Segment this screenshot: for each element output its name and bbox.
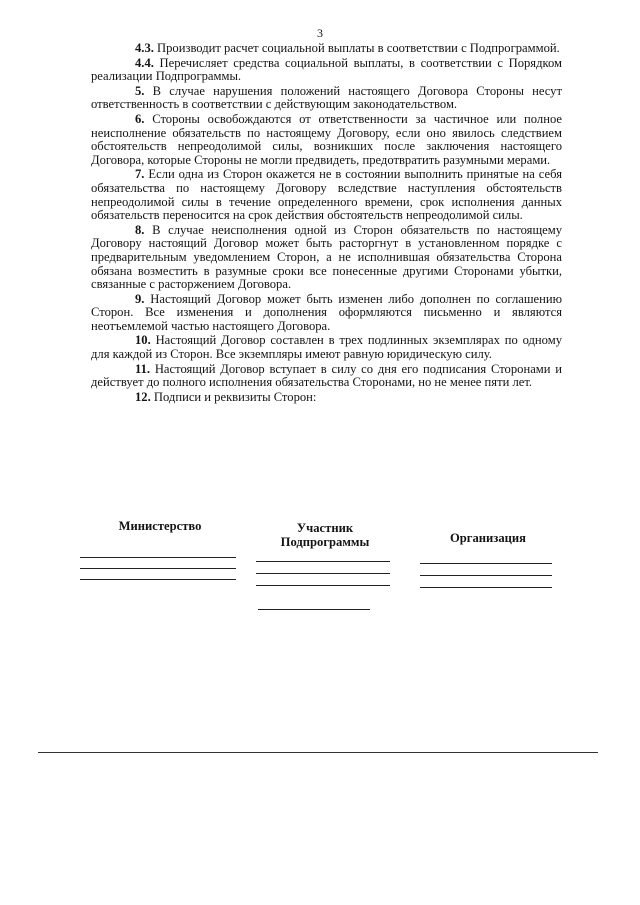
clause-9 (91, 293, 562, 334)
signature-block (0, 519, 640, 639)
clause-11 (91, 363, 562, 390)
clause-number: 12. (135, 389, 151, 404)
clause-5 (91, 85, 562, 112)
signature-line (258, 609, 370, 610)
clause-number: 7. (135, 167, 145, 182)
signature-line (420, 575, 552, 576)
page-bottom-rule (38, 752, 598, 753)
clause-text: Подписи и реквизиты Сторон: (150, 389, 317, 404)
party-participant-line2: Подпрограммы (280, 535, 370, 549)
clause-12 (91, 391, 562, 405)
clause-number: 6. (135, 111, 145, 126)
clause-text: Настоящий Договор составлен в трех подлинных экземплярах по одному для каждой из Сторон. Все экземпляры имеют равную юридическую силу. (91, 333, 562, 362)
clause-number: 8. (135, 222, 145, 237)
clause-text: В случае нарушения положений настоящего Договора Стороны несут ответственность в соответствии с действующим законодательством. (91, 83, 562, 112)
clause-number: 4.3. (135, 41, 154, 55)
clause-8 (91, 224, 562, 292)
signature-line (256, 573, 390, 574)
clause-number: 10. (135, 333, 151, 348)
signature-line (420, 563, 552, 564)
clause-6 (91, 113, 562, 167)
signature-line (80, 568, 236, 569)
clause-number: 9. (135, 291, 145, 306)
party-participant-label (250, 521, 400, 549)
signature-line (80, 557, 236, 558)
clause-10 (91, 334, 562, 361)
clause-4-3 (91, 42, 562, 56)
party-ministry-label: Министерство (118, 519, 202, 533)
signature-line (256, 561, 390, 562)
signature-line (80, 579, 236, 580)
clause-text: Настоящий Договор может быть изменен либо дополнен по соглашению Сторон. Все изменения и дополнения оформляются письменно и являются неотъемлемой частью настоящего Договора. (91, 291, 562, 333)
party-participant-line1: Участник (296, 521, 354, 535)
contract-body (91, 42, 562, 405)
clause-text: В случае неисполнения одной из Сторон обязательств по настоящему Договору настоящий Договор может быть расторгнут в установленном порядке с предварительным уведомлением Сторон, а не исполнившая обязательства Сторона обязана возместить в разумные сроки все понесенные другими Сторонами убытки, связанные с расторжением Договора. (91, 222, 562, 292)
clause-text: Стороны освобождаются от ответственности за частичное или полное неисполнение обязательств по настоящему Договору, если оно явилось следствием обстоятельств непреодолимой силы, возникших после заключения настоящего Договора, которые Стороны не могли предвидеть, предотвратить разумными мерами. (91, 111, 562, 167)
clause-4-4 (91, 57, 562, 84)
clause-number: 11. (135, 361, 151, 376)
page-number: 3 (317, 26, 323, 40)
clause-text: Перечисляет средства социальной выплаты, в соответствии с Порядком реализации Подпрограммы. (91, 55, 562, 84)
clause-text: Настоящий Договор вступает в силу со дня его подписания Сторонами и действует до полного исполнения обязательства Сторонами, но не менее пяти лет. (91, 361, 562, 390)
clause-7 (91, 168, 562, 222)
signature-line (256, 585, 390, 586)
clause-number: 4.4. (135, 55, 154, 70)
clause-text: Если одна из Сторон окажется не в состоянии выполнить принятые на себя обязательства по настоящему Договору вследствие наступления обстоятельств непреодолимой силы в течение определенного времени, срок исполнения данных обязательств переносится на срок действия обстоятельств непреодолимой силы. (91, 167, 562, 223)
signature-line (420, 587, 552, 588)
clause-text: Производит расчет социальной выплаты в соответствии с Подпрограммой. (153, 41, 560, 55)
party-organization-label: Организация (449, 531, 526, 545)
clause-number: 5. (135, 83, 145, 98)
